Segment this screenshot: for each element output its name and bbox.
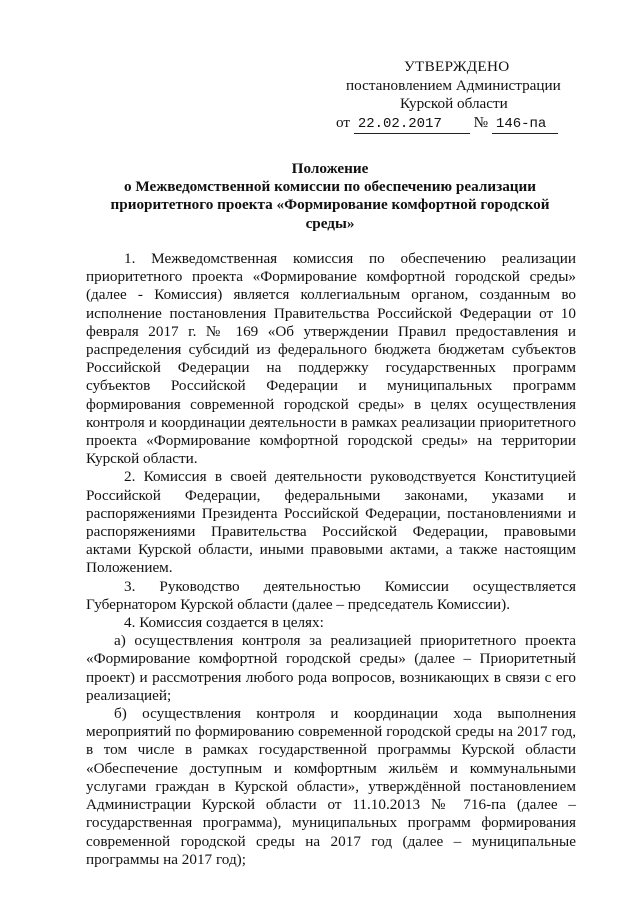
- approval-date: 22.02.2017: [354, 115, 470, 135]
- approval-number: 146-па: [492, 115, 558, 135]
- approval-line-region: Курской области: [400, 95, 508, 113]
- heading-line-3: приоритетного проекта «Формирование комфортной городской: [110, 196, 550, 214]
- paragraph-2: 2. Комиссия в своей деятельности руководствуется Конституцией Российской Федерации, федеральными законами, указами и распоряжениями Президента Российской Федерации, постановлениями и распоряжениями Правительства Российской Федерации, правовыми актами Курской области, иными правовыми актами, а также настоящим Положением.: [86, 468, 576, 577]
- paragraph-4b: б) осуществления контроля и координации хода выполнения мероприятий по формированию современной городской среды на 2017 год, в том числе в рамках государственной программы Курской области «Обеспечение доступным и комфортным жильём и коммунальными услугами граждан в Курской области», утверждённой постановлением Администрации Курской области от 11.10.2013 № 716-па (далее – государственная программа), муниципальных программ формирования современной городской среды на 2017 год (далее – муниципальные программы на 2017 год);: [86, 705, 576, 868]
- heading-line-4: среды»: [305, 214, 355, 232]
- paragraph-1: 1. Межведомственная комиссия по обеспечению реализации приоритетного проекта «Формирование комфортной городской среды» (далее - Комиссия) является коллегиальным органом, созданным во исполнение постановления Правительства Российской Федерации от 10 февраля 2017 г. № 169 «Об утверждении Правил предоставления и распределения субсидий из федерального бюджета бюджетам субъектов Российской Федерации на поддержку государственных программ субъектов Российской Федерации и муниципальных программ формирования современной городской среды» в целях осуществления контроля и координации деятельности в рамках реализации приоритетного проекта «Формирование комфортной городской среды» на территории Курской области.: [86, 250, 576, 468]
- paragraph-4: 4. Комиссия создается в целях:: [124, 614, 324, 632]
- approval-title: УТВЕРЖДЕНО: [404, 58, 510, 75]
- document-body: [86, 250, 576, 869]
- approval-line-decree: постановлением Администрации: [346, 76, 561, 94]
- number-label: №: [473, 113, 489, 131]
- approval-date-number: [336, 114, 596, 135]
- heading-line-2: о Межведомственной комиссии по обеспечению реализации: [123, 178, 537, 196]
- heading-line-1: Положение: [291, 160, 369, 177]
- paragraph-3: 3. Руководство деятельностью Комиссии осуществляется Губернатором Курской области (далее – председатель Комиссии).: [86, 577, 576, 613]
- from-label: от: [336, 113, 351, 131]
- document-heading: [86, 160, 574, 233]
- paragraph-4a: а) осуществления контроля за реализацией приоритетного проекта «Формирование комфортной городской среды» (далее – Приоритетный проект) и рассмотрения любого рода вопросов, возникающих в связи с его реализацией;: [86, 632, 576, 704]
- approval-stamp: [336, 58, 596, 134]
